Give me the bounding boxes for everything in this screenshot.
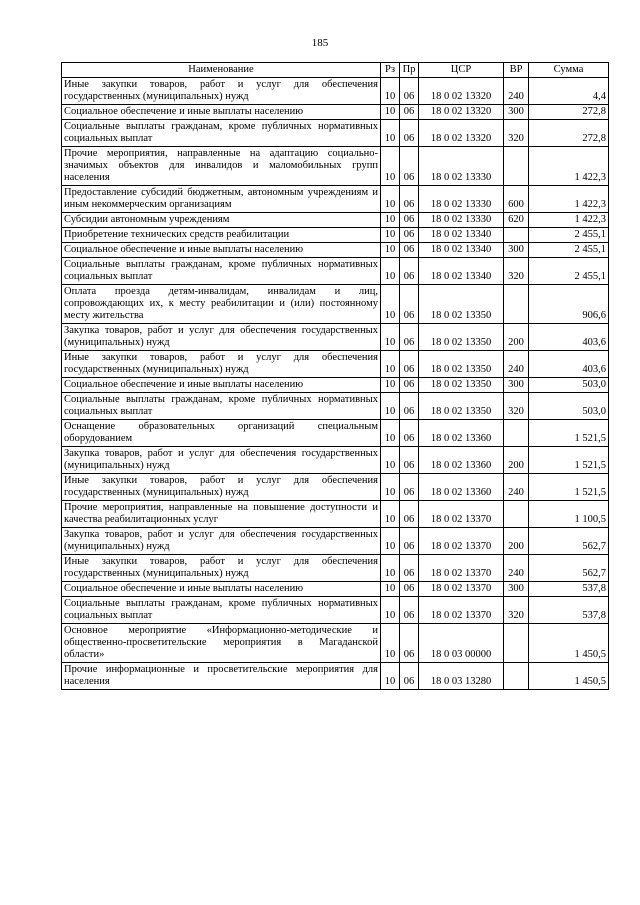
table-row <box>62 258 609 285</box>
cell-csr: 18 0 02 13340 <box>419 228 504 243</box>
cell-name: Прочие информационные и просветительские мероприятия для населения <box>62 663 381 690</box>
cell-pr: 06 <box>400 120 419 147</box>
cell-sum: 503,0 <box>529 378 609 393</box>
table-row <box>62 420 609 447</box>
cell-sum: 1 450,5 <box>529 624 609 663</box>
cell-csr: 18 0 02 13370 <box>419 501 504 528</box>
cell-rz: 10 <box>381 213 400 228</box>
cell-sum: 2 455,1 <box>529 243 609 258</box>
cell-rz: 10 <box>381 447 400 474</box>
cell-name: Социальные выплаты гражданам, кроме публичных нормативных социальных выплат <box>62 258 381 285</box>
cell-name: Иные закупки товаров, работ и услуг для обеспечения государственных (муниципальных) нужд <box>62 474 381 501</box>
cell-rz: 10 <box>381 285 400 324</box>
cell-csr: 18 0 02 13360 <box>419 474 504 501</box>
cell-vr <box>504 420 529 447</box>
cell-vr <box>504 624 529 663</box>
table-row <box>62 378 609 393</box>
table-row <box>62 324 609 351</box>
cell-vr: 200 <box>504 324 529 351</box>
cell-sum: 272,8 <box>529 105 609 120</box>
cell-name: Предоставление субсидий бюджетным, автономным учреждениям и иным некоммерческим организациям <box>62 186 381 213</box>
cell-pr: 06 <box>400 78 419 105</box>
cell-rz: 10 <box>381 228 400 243</box>
cell-csr: 18 0 02 13320 <box>419 78 504 105</box>
cell-sum: 1 422,3 <box>529 213 609 228</box>
cell-rz: 10 <box>381 393 400 420</box>
cell-sum: 1 422,3 <box>529 186 609 213</box>
cell-pr: 06 <box>400 228 419 243</box>
cell-name: Закупка товаров, работ и услуг для обеспечения государственных (муниципальных) нужд <box>62 528 381 555</box>
cell-vr: 620 <box>504 213 529 228</box>
table-row <box>62 213 609 228</box>
header-rz: Рз <box>381 63 400 78</box>
table-row <box>62 474 609 501</box>
table-row <box>62 447 609 474</box>
cell-vr <box>504 147 529 186</box>
cell-pr: 06 <box>400 393 419 420</box>
cell-pr: 06 <box>400 582 419 597</box>
cell-vr: 320 <box>504 393 529 420</box>
table-row <box>62 228 609 243</box>
cell-csr: 18 0 02 13370 <box>419 582 504 597</box>
cell-csr: 18 0 02 13370 <box>419 597 504 624</box>
cell-rz: 10 <box>381 597 400 624</box>
cell-csr: 18 0 02 13330 <box>419 147 504 186</box>
cell-pr: 06 <box>400 324 419 351</box>
cell-rz: 10 <box>381 378 400 393</box>
cell-csr: 18 0 02 13350 <box>419 285 504 324</box>
cell-name: Социальное обеспечение и иные выплаты населению <box>62 105 381 120</box>
cell-name: Социальное обеспечение и иные выплаты населению <box>62 243 381 258</box>
cell-sum: 1 521,5 <box>529 420 609 447</box>
page-number: 185 <box>311 37 329 49</box>
cell-pr: 06 <box>400 597 419 624</box>
cell-vr: 300 <box>504 378 529 393</box>
cell-rz: 10 <box>381 663 400 690</box>
cell-csr: 18 0 02 13330 <box>419 213 504 228</box>
cell-rz: 10 <box>381 186 400 213</box>
header-csr: ЦСР <box>419 63 504 78</box>
cell-name: Социальные выплаты гражданам, кроме публичных нормативных социальных выплат <box>62 597 381 624</box>
cell-rz: 10 <box>381 324 400 351</box>
cell-pr: 06 <box>400 147 419 186</box>
cell-pr: 06 <box>400 285 419 324</box>
cell-name: Приобретение технических средств реабилитации <box>62 228 381 243</box>
cell-pr: 06 <box>400 258 419 285</box>
cell-sum: 1 100,5 <box>529 501 609 528</box>
cell-csr: 18 0 02 13350 <box>419 393 504 420</box>
cell-vr <box>504 228 529 243</box>
cell-name: Оплата проезда детям-инвалидам, инвалидам и лиц, сопровождающих их, к месту реабилитации и (или) постоянному месту жительства <box>62 285 381 324</box>
cell-sum: 1 422,3 <box>529 147 609 186</box>
table-body <box>62 78 609 690</box>
table-row <box>62 78 609 105</box>
cell-rz: 10 <box>381 78 400 105</box>
cell-vr: 240 <box>504 351 529 378</box>
header-vr: ВР <box>504 63 529 78</box>
table-row <box>62 351 609 378</box>
table-row <box>62 147 609 186</box>
cell-csr: 18 0 03 00000 <box>419 624 504 663</box>
cell-sum: 403,6 <box>529 324 609 351</box>
cell-name: Социальные выплаты гражданам, кроме публичных нормативных социальных выплат <box>62 120 381 147</box>
cell-name: Иные закупки товаров, работ и услуг для обеспечения государственных (муниципальных) нужд <box>62 351 381 378</box>
cell-sum: 272,8 <box>529 120 609 147</box>
table-row <box>62 243 609 258</box>
cell-sum: 562,7 <box>529 528 609 555</box>
cell-pr: 06 <box>400 528 419 555</box>
budget-table <box>61 62 609 690</box>
header-sum: Сумма <box>529 63 609 78</box>
cell-vr: 200 <box>504 447 529 474</box>
cell-rz: 10 <box>381 243 400 258</box>
cell-csr: 18 0 02 13330 <box>419 186 504 213</box>
table-row <box>62 582 609 597</box>
cell-rz: 10 <box>381 555 400 582</box>
cell-vr <box>504 285 529 324</box>
cell-rz: 10 <box>381 105 400 120</box>
cell-rz: 10 <box>381 258 400 285</box>
cell-name: Социальное обеспечение и иные выплаты населению <box>62 378 381 393</box>
cell-pr: 06 <box>400 243 419 258</box>
table-row <box>62 120 609 147</box>
cell-csr: 18 0 03 13280 <box>419 663 504 690</box>
cell-rz: 10 <box>381 501 400 528</box>
table-row <box>62 624 609 663</box>
cell-csr: 18 0 02 13370 <box>419 555 504 582</box>
cell-name: Закупка товаров, работ и услуг для обеспечения государственных (муниципальных) нужд <box>62 447 381 474</box>
cell-rz: 10 <box>381 624 400 663</box>
cell-sum: 2 455,1 <box>529 258 609 285</box>
cell-rz: 10 <box>381 147 400 186</box>
cell-pr: 06 <box>400 213 419 228</box>
cell-vr: 320 <box>504 258 529 285</box>
cell-pr: 06 <box>400 624 419 663</box>
table-row <box>62 285 609 324</box>
cell-vr: 240 <box>504 474 529 501</box>
cell-sum: 503,0 <box>529 393 609 420</box>
cell-pr: 06 <box>400 105 419 120</box>
table-row <box>62 555 609 582</box>
cell-csr: 18 0 02 13350 <box>419 378 504 393</box>
table-row <box>62 663 609 690</box>
cell-csr: 18 0 02 13320 <box>419 105 504 120</box>
cell-vr: 200 <box>504 528 529 555</box>
table-row <box>62 393 609 420</box>
cell-sum: 562,7 <box>529 555 609 582</box>
cell-csr: 18 0 02 13350 <box>419 351 504 378</box>
cell-rz: 10 <box>381 474 400 501</box>
table-header-row <box>62 63 609 78</box>
cell-name: Прочие мероприятия, направленные на повышение доступности и качества реабилитационных услуг <box>62 501 381 528</box>
cell-vr: 320 <box>504 120 529 147</box>
cell-sum: 1 450,5 <box>529 663 609 690</box>
cell-name: Оснащение образовательных организаций специальным оборудованием <box>62 420 381 447</box>
cell-sum: 1 521,5 <box>529 447 609 474</box>
cell-vr: 240 <box>504 555 529 582</box>
cell-csr: 18 0 02 13320 <box>419 120 504 147</box>
cell-csr: 18 0 02 13360 <box>419 447 504 474</box>
cell-csr: 18 0 02 13360 <box>419 420 504 447</box>
cell-rz: 10 <box>381 420 400 447</box>
cell-vr: 300 <box>504 105 529 120</box>
cell-pr: 06 <box>400 474 419 501</box>
cell-name: Социальные выплаты гражданам, кроме публичных нормативных социальных выплат <box>62 393 381 420</box>
cell-vr: 600 <box>504 186 529 213</box>
table-row <box>62 528 609 555</box>
cell-vr: 320 <box>504 597 529 624</box>
cell-pr: 06 <box>400 555 419 582</box>
cell-csr: 18 0 02 13340 <box>419 243 504 258</box>
cell-pr: 06 <box>400 378 419 393</box>
cell-name: Социальное обеспечение и иные выплаты населению <box>62 582 381 597</box>
cell-csr: 18 0 02 13340 <box>419 258 504 285</box>
cell-name: Закупка товаров, работ и услуг для обеспечения государственных (муниципальных) нужд <box>62 324 381 351</box>
cell-vr: 240 <box>504 78 529 105</box>
cell-pr: 06 <box>400 420 419 447</box>
header-name: Наименование <box>62 63 381 78</box>
cell-rz: 10 <box>381 528 400 555</box>
cell-rz: 10 <box>381 351 400 378</box>
table-row <box>62 186 609 213</box>
cell-pr: 06 <box>400 186 419 213</box>
cell-sum: 537,8 <box>529 597 609 624</box>
cell-vr: 300 <box>504 582 529 597</box>
cell-csr: 18 0 02 13350 <box>419 324 504 351</box>
cell-name: Основное мероприятие «Информационно-методические и общественно-просветительские мероприятия в Магаданской области» <box>62 624 381 663</box>
table-row <box>62 597 609 624</box>
cell-name: Иные закупки товаров, работ и услуг для обеспечения государственных (муниципальных) нужд <box>62 555 381 582</box>
cell-vr <box>504 501 529 528</box>
cell-rz: 10 <box>381 120 400 147</box>
cell-sum: 4,4 <box>529 78 609 105</box>
cell-sum: 906,6 <box>529 285 609 324</box>
cell-sum: 2 455,1 <box>529 228 609 243</box>
cell-sum: 1 521,5 <box>529 474 609 501</box>
cell-vr: 300 <box>504 243 529 258</box>
cell-csr: 18 0 02 13370 <box>419 528 504 555</box>
cell-pr: 06 <box>400 447 419 474</box>
cell-sum: 403,6 <box>529 351 609 378</box>
cell-sum: 537,8 <box>529 582 609 597</box>
cell-name: Иные закупки товаров, работ и услуг для обеспечения государственных (муниципальных) нужд <box>62 78 381 105</box>
cell-rz: 10 <box>381 582 400 597</box>
table-row <box>62 105 609 120</box>
cell-name: Прочие мероприятия, направленные на адаптацию социально-значимых объектов для инвалидов и маломобильных групп населения <box>62 147 381 186</box>
cell-name: Субсидии автономным учреждениям <box>62 213 381 228</box>
header-pr: Пр <box>400 63 419 78</box>
cell-vr <box>504 663 529 690</box>
table-row <box>62 501 609 528</box>
cell-pr: 06 <box>400 663 419 690</box>
cell-pr: 06 <box>400 501 419 528</box>
cell-pr: 06 <box>400 351 419 378</box>
